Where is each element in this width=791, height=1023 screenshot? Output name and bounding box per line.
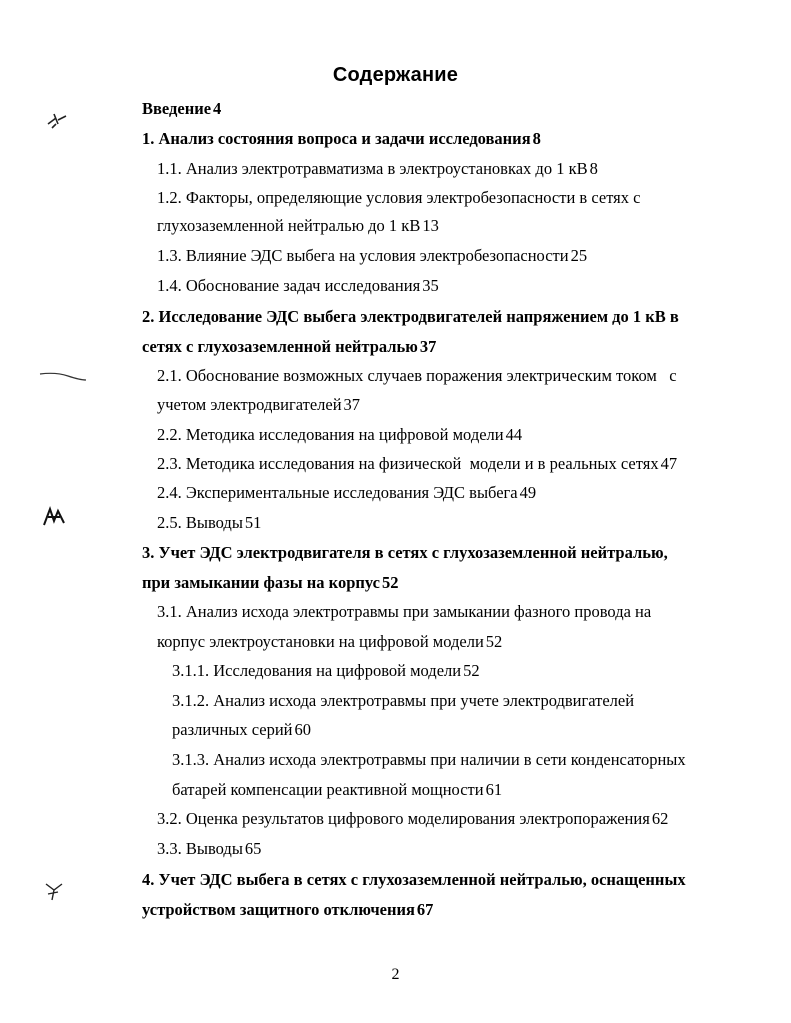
entry-label: 3.3. Выводы <box>157 839 243 858</box>
entry-label: 2.2. Методика исследования на цифровой модели <box>157 425 504 444</box>
entry-label-line-2: учетом электродвигателей <box>157 395 342 414</box>
entry-label-line-2: при замыкании фазы на корпус <box>142 573 380 592</box>
entry-label-line-1: 1.2. Факторы, определяющие условия электробезопасности в сетях с <box>157 188 641 207</box>
entry-page: 52 <box>463 661 480 680</box>
entry-page: 60 <box>294 720 312 739</box>
entry-label: 2.5. Выводы <box>157 513 243 532</box>
entry-label-line-1: 4. Учет ЭДС выбега в сетях с глухозаземленной нейтралью, оснащенных <box>142 870 686 889</box>
entry-label: 3.2. Оценка результатов цифрового моделирования электропоражения <box>157 809 650 828</box>
entry-label: 2.4. Экспериментальные исследования ЭДС выбега <box>157 483 518 502</box>
entry-page: 44 <box>505 425 523 444</box>
entry-label: 3.1.1. Исследования на цифровой модели <box>172 661 462 680</box>
entry-page: 47 <box>660 454 678 473</box>
entry-page: 8 <box>532 129 541 148</box>
scan-mark-4 <box>40 878 70 904</box>
entry-label-line-1: 2. Исследование ЭДС выбега электродвигателей напряжением до 1 кВ в <box>142 307 679 326</box>
scan-mark-2 <box>38 364 88 384</box>
entry-label: Введение <box>142 99 212 118</box>
entry-label: 1.1. Анализ электротравматизма в электроустановках до 1 кВ <box>157 159 588 178</box>
entry-label-line-2: корпус электроустановки на цифровой модели <box>157 632 484 651</box>
entry-page: 25 <box>570 246 588 265</box>
entry-page: 49 <box>519 483 537 502</box>
entry-label-line-1: 2.1. Обоснование возможных случаев поражения электрическим током с <box>157 366 677 385</box>
page-number: 2 <box>391 966 400 983</box>
entry-page: 37 <box>343 395 361 414</box>
entry-label-line-1: 3.1. Анализ исхода электротравмы при замыкании фазного провода на <box>157 602 652 621</box>
entry-page: 67 <box>416 900 434 919</box>
entry-page: 62 <box>651 809 669 828</box>
entry-page: 4 <box>213 99 222 118</box>
entry-page: 13 <box>422 216 439 235</box>
entry-label: 1.3. Влияние ЭДС выбега на условия электробезопасности <box>157 246 569 265</box>
entry-label: 2.3. Методика исследования на физической модели и в реальных сетях <box>157 454 659 473</box>
entry-label: 1.4. Обоснование задач исследования <box>157 276 421 295</box>
entry-page: 61 <box>485 780 503 799</box>
entry-label-line-1: 3. Учет ЭДС электродвигателя в сетях с глухозаземленной нейтралью, <box>142 543 668 562</box>
toc-title: Содержание <box>332 64 459 86</box>
entry-label-line-2: глухозаземленной нейтралью до 1 кВ <box>157 216 421 235</box>
entry-label-line-2: сетях с глухозаземленной нейтралью <box>142 337 418 356</box>
scan-mark-1 <box>44 110 74 132</box>
entry-page: 52 <box>485 632 503 651</box>
entry-page: 65 <box>244 839 262 858</box>
scan-mark-3 <box>40 505 70 529</box>
entry-label-line-1: 3.1.3. Анализ исхода электротравмы при наличии в сети конденсаторных <box>172 750 686 769</box>
entry-label-line-2: различных серий <box>172 720 293 739</box>
entry-label-line-2: устройством защитного отключения <box>142 900 415 919</box>
entry-page: 51 <box>244 513 262 532</box>
entry-label-line-2: батарей компенсации реактивной мощности <box>172 780 484 799</box>
entry-page: 52 <box>381 573 399 592</box>
entry-label-line-1: 3.1.2. Анализ исхода электротравмы при учете электродвигателей <box>172 691 635 710</box>
entry-page: 35 <box>422 276 439 295</box>
entry-page: 37 <box>419 337 437 356</box>
entry-label: 1. Анализ состояния вопроса и задачи исследования <box>142 129 531 148</box>
entry-page: 8 <box>589 159 598 178</box>
